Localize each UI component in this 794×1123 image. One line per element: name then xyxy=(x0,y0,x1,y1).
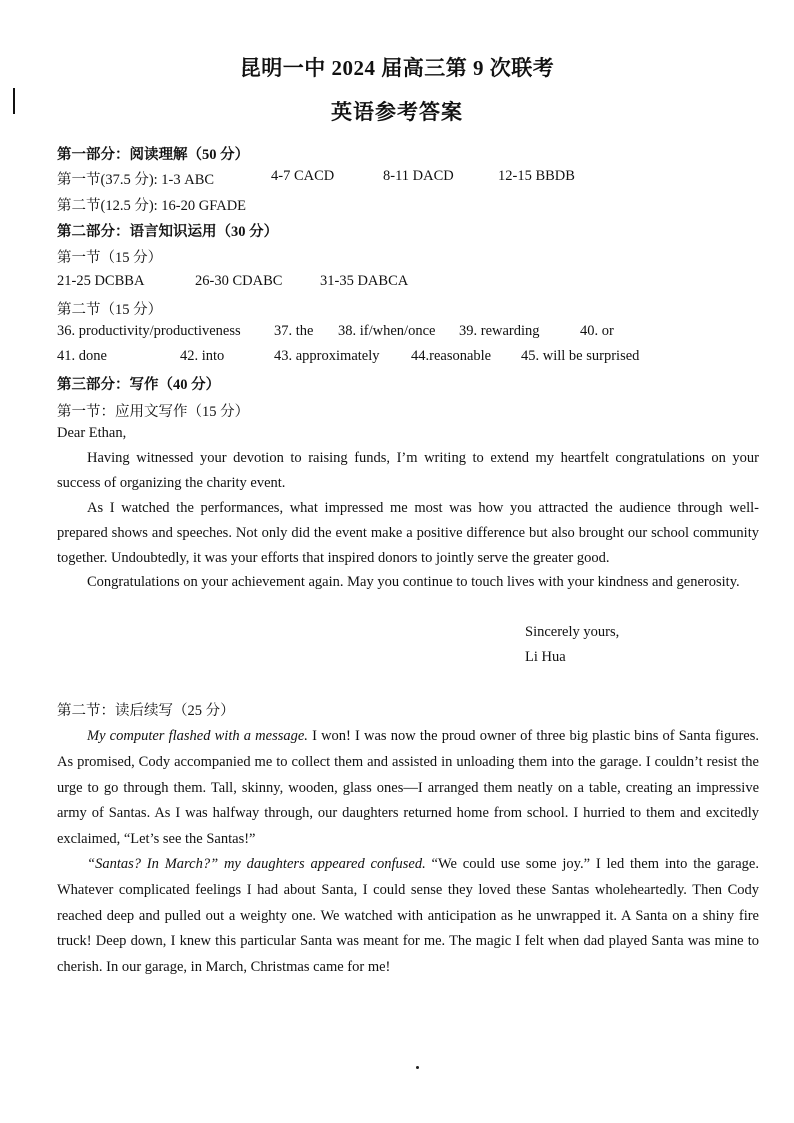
answer-group: 12-15 BBDB xyxy=(498,168,575,184)
answer-item: 44.reasonable xyxy=(411,348,492,364)
answer-group: 26-30 CDABC xyxy=(195,273,283,289)
answer-item: 42. into xyxy=(180,348,225,364)
page-title: 昆明一中 2024 届高三第 9 次联考 xyxy=(239,56,555,80)
answer-group: 8-11 DACD xyxy=(383,168,454,184)
letter-paragraph: Having witnessed your devotion to raising funds, I’m writing to extend my heartfelt congratulations on your success of organizing the charity event. xyxy=(57,450,759,491)
letter-paragraph: As I watched the performances, what impressed me most was how you attracted the audience through well-prepared shows and speeches. Not only did the event make a positive difference but also brought our school community together. Undoubtedly, it was your efforts that inspired donors to jointly serve the greater good. xyxy=(57,500,759,566)
part2-section2-row2 xyxy=(57,348,757,368)
part2-section1-label: 第一节（15 分） xyxy=(57,250,163,266)
answer-group: 21-25 DCBBA xyxy=(57,273,145,289)
letter-greeting: Dear Ethan, xyxy=(57,425,127,441)
page-dot xyxy=(416,1066,419,1069)
part1-section1-label: 第一节(37.5 分): 1-3 ABC xyxy=(57,172,215,188)
part2-heading: 第二部分：语言知识运用（30 分） xyxy=(57,224,279,240)
letter-signature: Li Hua xyxy=(525,649,566,665)
letter-paragraph: Congratulations on your achievement again. May you continue to touch lives with your kindness and generosity. xyxy=(87,574,740,590)
part1-section2-label: 第二节(12.5 分): 16-20 GFADE xyxy=(57,198,247,214)
story-paragraph xyxy=(57,852,759,981)
answer-item: 43. approximately xyxy=(274,348,380,364)
story-body: I won! I was now the proud owner of three big plastic bins of Santa figures. As promised, Cody accompanied me to collect them and assisted in unloading them into the garage. I couldn’t resist the urge to go through them. Tall, skinny, wooden, glass ones—I arranged them neatly on a table, creating an impressive army of Santas. As I was halfway through, our daughters returned home from school. I hurried to them and excitedly exclaimed, “Let’s see the Santas!” xyxy=(57,728,759,848)
part2-section2-row1 xyxy=(57,323,757,343)
part2-section2-label: 第二节（15 分） xyxy=(57,302,163,318)
story-paragraph xyxy=(57,724,759,853)
story-lead-sentence: “Santas? In March?” my daughters appeared confused. xyxy=(87,856,426,872)
answer-item: 36. productivity/productiveness xyxy=(57,323,241,339)
answer-item: 40. or xyxy=(580,323,614,339)
story-body: “We could use some joy.” I led them into the garage. Whatever complicated feelings I had about Santa, I could sense they loved these Santas wholeheartedly. Then Cody reached deep and pulled out a weighty one. We watched with anticipation as he unwrapped it. A Santa on a shiny fire truck! Deep down, I knew this particular Santa was meant for me. The magic I felt when dad played Santa was mine to cherish. In our garage, in March, Christmas came for me! xyxy=(57,856,759,976)
part1-section1-row xyxy=(57,168,757,188)
answer-item: 45. will be surprised xyxy=(521,348,640,364)
part3-heading: 第三部分：写作（40 分） xyxy=(57,377,221,393)
answer-item: 38. if/when/once xyxy=(338,323,436,339)
part2-section1-row xyxy=(57,273,757,293)
answer-group: 4-7 CACD xyxy=(271,168,335,184)
letter-closing: Sincerely yours, xyxy=(525,624,620,640)
page-subtitle: 英语参考答案 xyxy=(331,100,463,124)
answer-item: 41. done xyxy=(57,348,107,364)
story-lead-sentence: My computer flashed with a message. xyxy=(87,728,308,744)
part3-section1-label: 第一节：应用文写作（15 分） xyxy=(57,404,250,420)
answer-group: 31-35 DABCA xyxy=(320,273,409,289)
part1-heading: 第一部分：阅读理解（50 分） xyxy=(57,147,250,163)
part3-section2-label: 第二节：读后续写（25 分） xyxy=(57,703,235,719)
answer-item: 39. rewarding xyxy=(459,323,540,339)
answer-item: 37. the xyxy=(274,323,314,339)
